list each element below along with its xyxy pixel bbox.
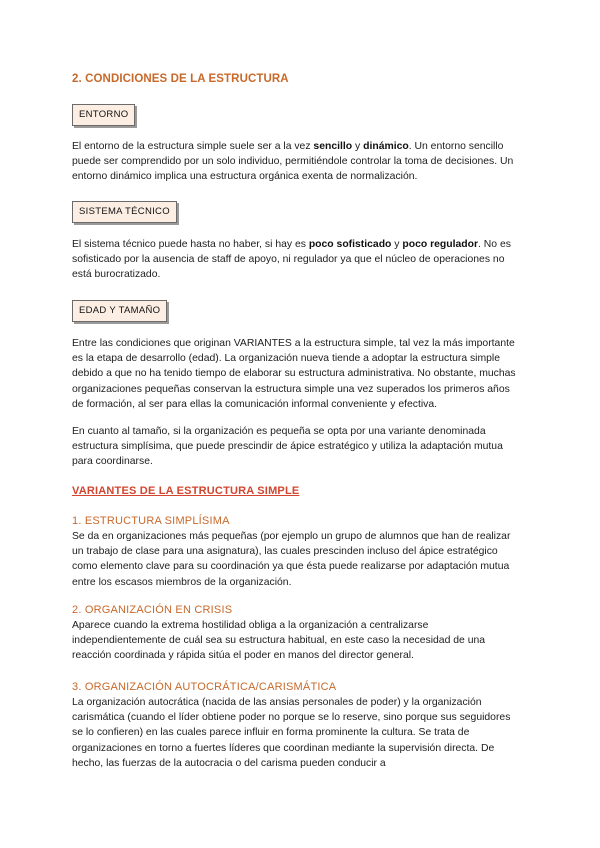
variante-1-title: 1. ESTRUCTURA SIMPLÍSIMA (72, 515, 230, 527)
variante-2-text: Aparece cuando la extrema hostilidad obliga a la organización a centralizarse independientemente de cuál sea su estructura habitual, en este caso la necesidad de una reacción coordinada y rápida sitúa el poder en manos del director general. (72, 620, 486, 662)
variante-3-title: 3. ORGANIZACIÓN AUTOCRÁTICA/CARISMÁTICA (72, 681, 337, 693)
tag-edad-tamano: EDAD Y TAMAÑO (72, 300, 167, 322)
tag-entorno: ENTORNO (72, 104, 135, 126)
entorno-paragraph (72, 139, 524, 185)
entorno-bold-sencillo: sencillo (313, 141, 353, 152)
entorno-bold-dinamico: dinámico (363, 141, 409, 152)
sistema-text-2: y (391, 239, 403, 250)
entorno-text-1: El entorno de la estructura simple suele ser a la vez (72, 141, 314, 152)
section-heading: 2. CONDICIONES DE LA ESTRUCTURA (72, 73, 289, 85)
entorno-text-2: y (352, 141, 364, 152)
variante-1-text: Se da en organizaciones más pequeñas (por ejemplo un grupo de alumnos que han de realizar un trabajo de clase para una asignatura), las cuales prescinden incluso del ápice estratégico como elemento clave para su coordinación ya que ésta puede realizarse por adaptación mutua entre los escasos miembros de la organización. (72, 531, 511, 588)
edad-paragraph-2: En cuanto al tamaño, si la organización es pequeña se opta por una variante denominada estructura simplísima, que puede prescindir de ápice estratégico y utiliza la adaptación mutua para coordinarse. (72, 426, 503, 468)
sistema-text-1: El sistema técnico puede hasta no haber, si hay es (72, 239, 309, 250)
variante-2-title: 2. ORGANIZACIÓN EN CRISIS (72, 604, 233, 616)
edad-paragraph-1: Entre las condiciones que originan VARIANTES a la estructura simple, tal vez la más importante es la etapa de desarrollo (edad). La organización nueva tiende a adoptar la estructura simple debido a que no ha tenido tiempo de elaborar su estructura administrativa. No obstante, muchas organizaciones pequeñas conservan la estructura simple una vez superados los primeros años de formación, al ser para ellas la comunicación informal conveniente y efectiva. (72, 338, 516, 410)
variante-3-text: La organización autocrática (nacida de las ansias personales de poder) y la organización carismática (cuando el líder obtiene poder no porque se lo reserve, sino porque sus seguidores se lo confieren) en las cuales parece influir en forma prominente la cultura. Se trata de organizaciones en torno a fuertes líderes que coordinan mediante la supervisión directa. De hecho, las fuerzas de la autocracia o del carisma pueden conducir a (72, 697, 511, 769)
variantes-title: VARIANTES DE LA ESTRUCTURA SIMPLE (72, 485, 300, 497)
entorno-text-3: . Un entorno sencillo puede ser comprendido por un solo individuo, permitiéndole controlar la toma de decisiones. Un entorno dinámico implica una estructura orgánica exenta de normalización. (72, 141, 514, 183)
sistema-paragraph (72, 237, 524, 283)
tag-sistema-tecnico: SISTEMA TÉCNICO (72, 201, 177, 223)
sistema-bold-sofisticado: poco sofisticado (308, 239, 392, 250)
sistema-text-3: . No es sofisticado por la ausencia de staff de apoyo, ni regulador ya que el núcleo de operaciones no está burocratizado. (72, 239, 511, 281)
sistema-bold-regulador: poco regulador (402, 239, 479, 250)
